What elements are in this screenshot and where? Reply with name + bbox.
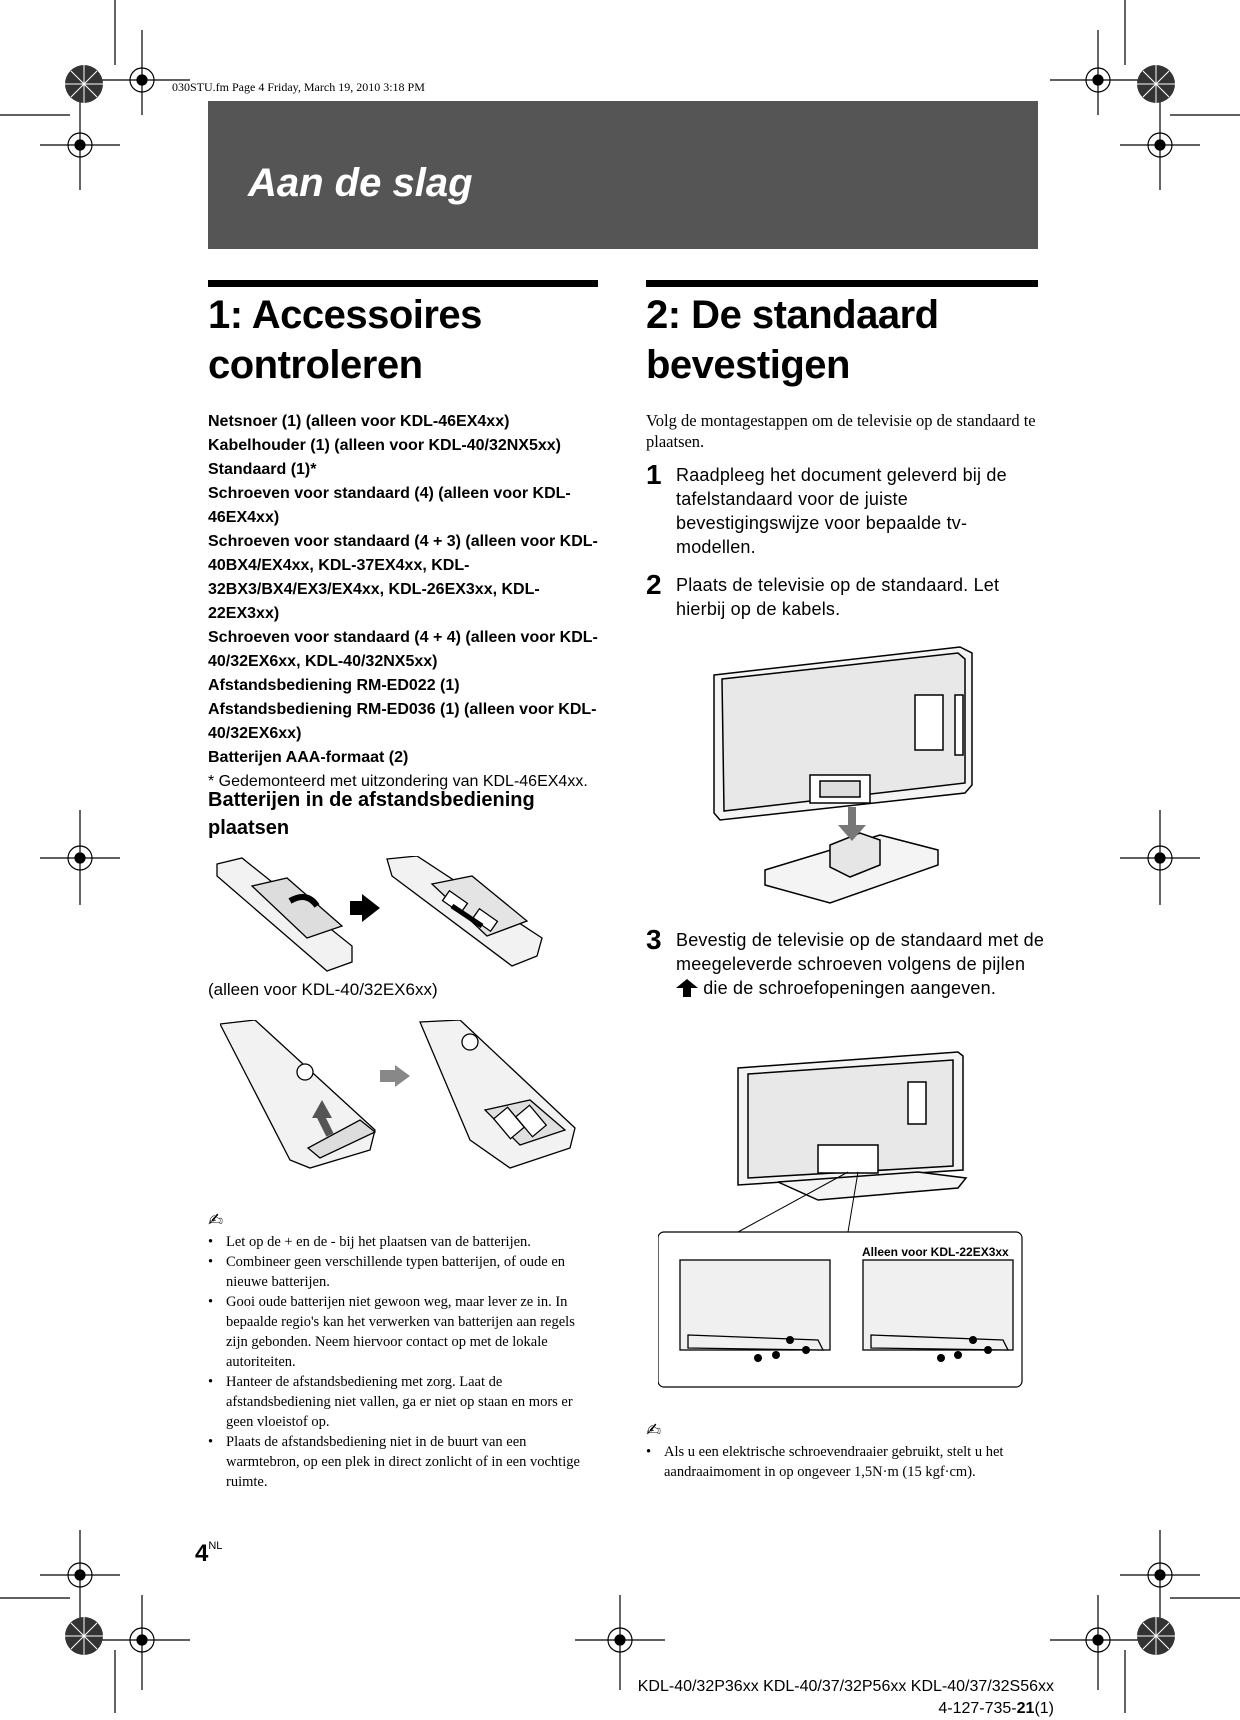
file-meta-header: 030STU.fm Page 4 Friday, March 19, 2010 3:18 PM [172, 80, 425, 94]
footer-model-info [638, 1676, 1054, 1720]
step-number: 3 [646, 924, 662, 955]
chapter-title: Aan de slag [248, 161, 473, 205]
inset-label: Alleen voor KDL-22EX3xx [862, 1245, 1009, 1259]
section2-rule [646, 280, 1038, 287]
list-item: Netsnoer (1) (alleen voor KDL-46EX4xx) [208, 413, 510, 430]
list-item: Schroeven voor standaard (4 + 3) (alleen voor KDL-40BX4/EX4xx, KDL-37EX4xx, KDL-32BX3/BX4/EX3/EX4xx, KDL-26EX3xx, KDL-22EX3xx) [208, 533, 598, 622]
step-text-part2: die de schroefopeningen aangeven. [703, 978, 997, 998]
note-icon: ✍ [646, 1420, 662, 1440]
battery-notes [208, 1232, 598, 1492]
list-item: Schroeven voor standaard (4 + 4) (alleen voor KDL-40/32EX6xx, KDL-40/32NX5xx) [208, 629, 598, 670]
list-item: • Hanteer de afstandsbediening met zorg. Laat de afstandsbediening niet vallen, ga er niet op staan en mors er geen vloeistof op. [208, 1372, 598, 1432]
section1-title-line2: controleren [208, 343, 423, 387]
page-number [195, 1540, 222, 1568]
list-item: Standaard (1)* [208, 461, 317, 478]
list-item: • Let op de + en de - bij het plaatsen van de batterijen. [208, 1232, 598, 1252]
accessory-list [208, 410, 608, 794]
screwdriver-note [646, 1442, 1038, 1482]
section2-title [646, 290, 1046, 390]
page-number-value: 4 [195, 1540, 209, 1567]
list-item: Afstandsbediening RM-ED022 (1) [208, 677, 460, 694]
step-text: Raadpleeg het document geleverd bij de tafelstandaard voor de juiste bevestigingswijze voor bepaalde tv-modellen. [676, 465, 1007, 557]
accessory-footnote: * Gedemonteerd met uitzondering van KDL-46EX4xx. [208, 773, 588, 790]
footer-code-prefix: 4-127-735- [938, 1700, 1017, 1717]
list-item: Schroeven voor standaard (4) (alleen voor KDL-46EX4xx) [208, 485, 571, 526]
chapter-banner [208, 101, 1038, 249]
list-item: • Plaats de afstandsbediening niet in de buurt van een warmtebron, op een plek in direct zonlicht of in een vochtige ruimte. [208, 1432, 598, 1492]
section1-rule [208, 280, 598, 287]
section1-title-line1: 1: Accessoires [208, 293, 482, 337]
list-item: • Als u een elektrische schroevendraaier gebruikt, stelt u het aandraaimoment in op ongeveer 1,5N·m (15 kgf·cm). [646, 1442, 1038, 1482]
step-number: 1 [646, 459, 662, 490]
footer-models: KDL-40/32P36xx KDL-40/37/32P56xx KDL-40/37/32S56xx [637, 1678, 1054, 1695]
list-item: Afstandsbediening RM-ED036 (1) (alleen voor KDL-40/32EX6xx) [208, 701, 597, 742]
page-language: NL [208, 1540, 223, 1552]
section2-title-line1: 2: De standaard [646, 293, 939, 337]
section2-intro: Volg de montagestappen om de televisie op de standaard te plaatsen. [646, 411, 1036, 451]
caption-ex6: (alleen voor KDL-40/32EX6xx) [208, 980, 438, 999]
footer-code [638, 1698, 1054, 1720]
step-number: 2 [646, 569, 662, 600]
note-icon: ✍ [208, 1210, 224, 1230]
tv-stand-illustration [710, 645, 980, 905]
step-text: Plaats de televisie op de standaard. Let hierbij op de kabels. [676, 575, 1000, 619]
remote-battery-illustration-ex6 [220, 1020, 590, 1170]
section2-title-line2: bevestigen [646, 343, 850, 387]
step-text-part1: Bevestig de televisie op de standaard met de meegeleverde schroeven volgens de pijlen [676, 930, 1045, 974]
tv-screw-illustration [658, 1050, 1028, 1390]
list-item: Batterijen AAA-formaat (2) [208, 749, 409, 766]
battery-subheading: Batterijen in de afstandsbediening plaatsen [208, 789, 535, 839]
remote-battery-illustration [212, 856, 592, 976]
footer-code-bold: 21 [1016, 1700, 1035, 1717]
list-item: • Gooi oude batterijen niet gewoon weg, maar lever ze in. In bepaalde regio's kan het verwerken van batterijen aan regels zijn gebonden. Neem hiervoor contact op met de lokale autoriteiten. [208, 1292, 598, 1372]
list-item: • Combineer geen verschillende typen batterijen, of oude en nieuwe batterijen. [208, 1252, 598, 1292]
step-text [676, 928, 1046, 1000]
screw-arrow-icon [676, 979, 698, 997]
list-item: Kabelhouder (1) (alleen voor KDL-40/32NX5xx) [208, 437, 561, 454]
footer-code-suffix: (1) [1034, 1700, 1054, 1717]
section1-title [208, 290, 608, 390]
